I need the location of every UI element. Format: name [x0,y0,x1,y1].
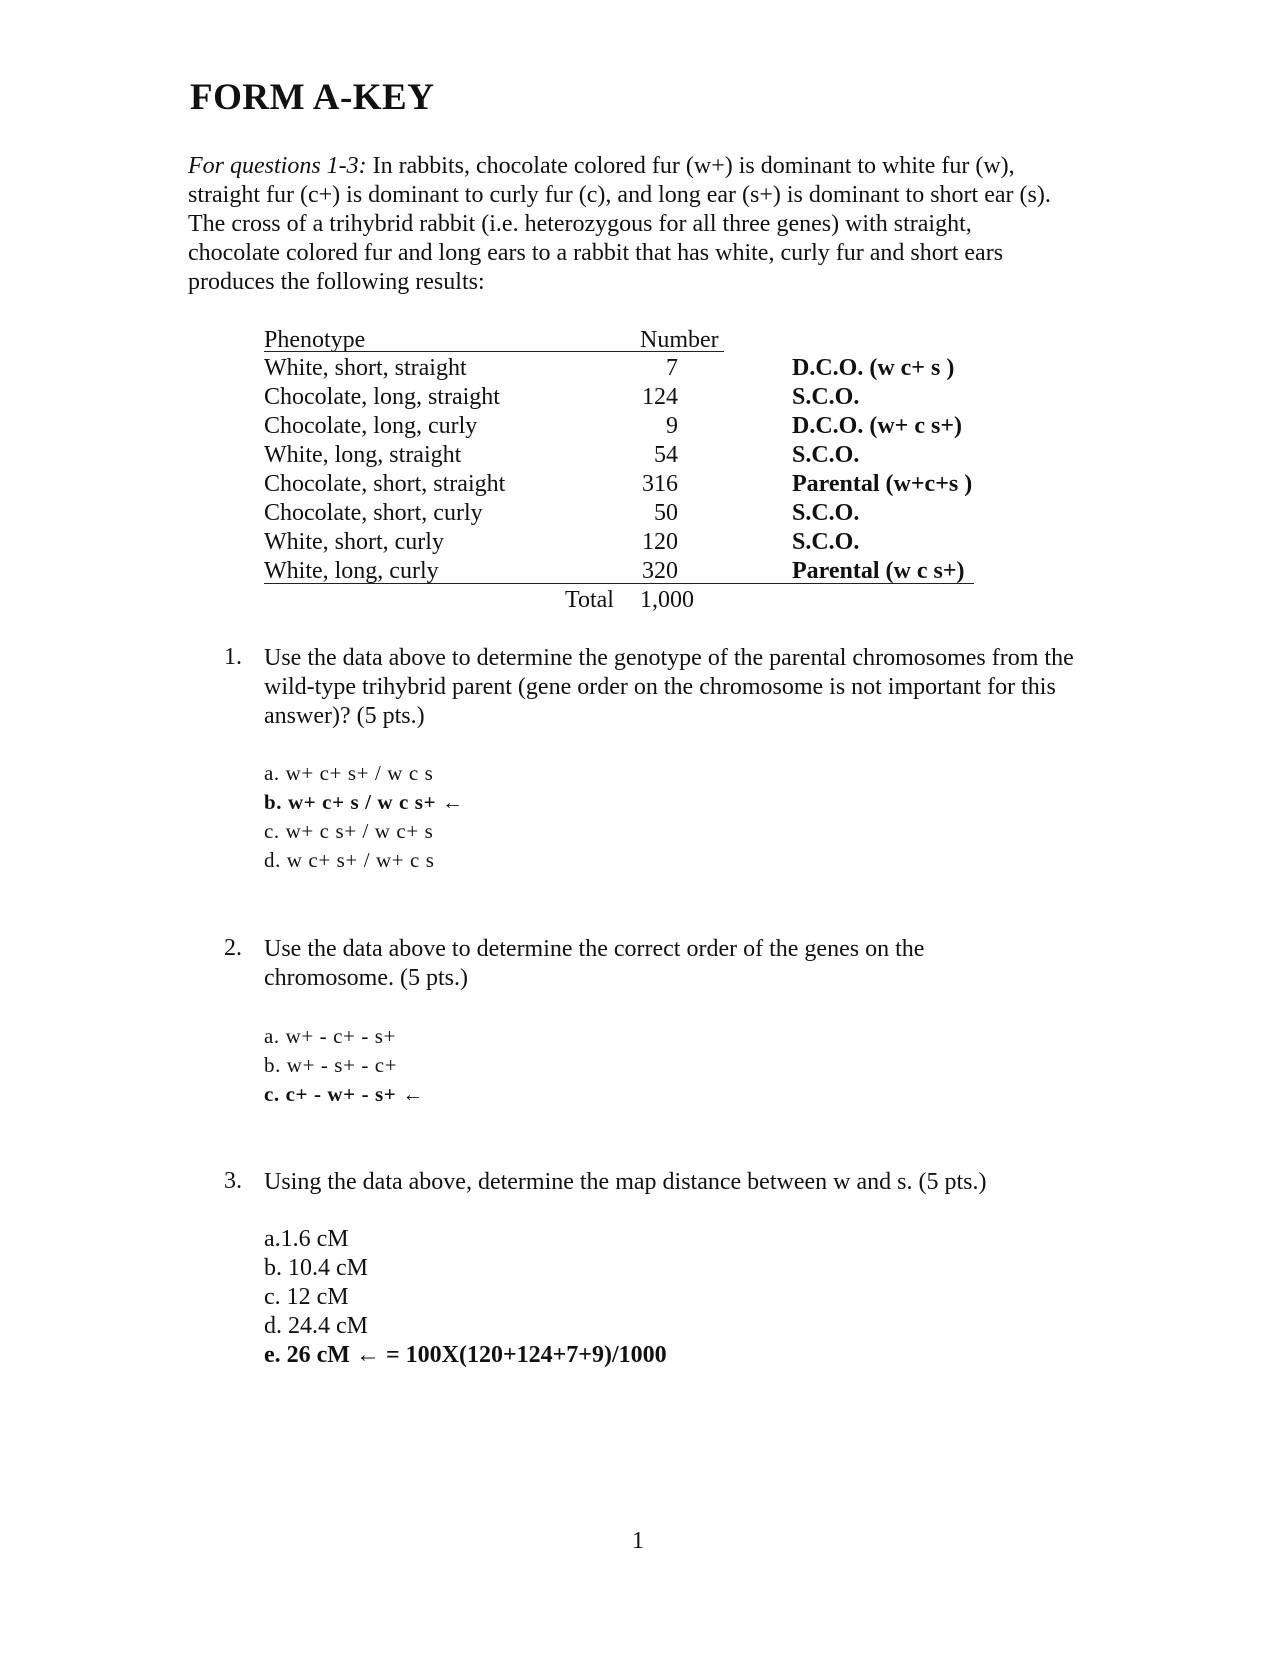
row-number: 124 [642,384,678,410]
total-value: 1,000 [640,587,694,613]
row-number: 120 [642,529,678,555]
row-class: Parental (w c s+) [792,558,965,584]
answer-option: d. 24.4 cM [264,1313,368,1339]
header-rule [264,351,724,352]
question-text: Use the data above to determine the correct order of the genes on the chromosome. (5 pts.) [264,936,925,991]
intro-lead: For questions 1-3: [188,153,367,179]
row-class: S.C.O. [792,529,860,555]
question-number: 2. [224,935,242,961]
row-phenotype: Chocolate, long, straight [264,384,500,410]
page-number: 1 [632,1528,644,1554]
row-number: 9 [666,413,678,439]
question-number: 1. [224,644,242,670]
question-number: 3. [224,1168,242,1194]
row-phenotype: White, short, straight [264,355,467,381]
footer-rule [264,583,974,584]
row-class: S.C.O. [792,442,860,468]
row-number: 7 [666,355,678,381]
answer-option-correct: b. w+ c+ s / w c s+ ← [264,790,464,814]
row-number: 316 [642,471,678,497]
row-number: 320 [642,558,678,584]
answer-option: c. 12 cM [264,1284,349,1310]
header-phenotype: Phenotype [264,327,366,353]
intro-text: In rabbits, chocolate colored fur (w+) is dominant to white fur (w), straight fur (c+) is dominant to curly fur (c), and long ear (s+) is dominant to short ear (s). The cross of a trihybrid rabbit (i.e. heterozygous for all three genes) with straight, chocolate colored fur and long ears to a rabbit that has white, curly fur and short ears produces the following results: [188,153,1051,295]
row-class: D.C.O. (w+ c s+) [792,413,962,439]
row-class: Parental (w+c+s ) [792,471,973,497]
row-class: S.C.O. [792,384,860,410]
answer-option: c. w+ c s+ / w c+ s [264,819,434,843]
row-phenotype: White, long, straight [264,442,462,468]
answer-option-correct: e. 26 cM ← = 100X(120+124+7+9)/1000 [264,1342,667,1368]
answer-option: d. w c+ s+ / w+ c s [264,848,435,872]
answer-option: b. 10.4 cM [264,1255,368,1281]
row-phenotype: Chocolate, long, curly [264,413,478,439]
question-text: Use the data above to determine the genotype of the parental chromosomes from the wild-type trihybrid parent (gene order on the chromosome is not important for this answer)? (5 pts.) [264,645,1074,729]
row-phenotype: White, long, curly [264,558,439,584]
total-label: Total [565,587,614,613]
row-class: S.C.O. [792,500,860,526]
header-number: Number [640,327,719,353]
answer-option: a. w+ c+ s+ / w c s [264,761,434,785]
row-phenotype: White, short, curly [264,529,444,555]
page-title: FORM A-KEY [190,77,435,118]
row-class: D.C.O. (w c+ s ) [792,355,955,381]
question-text: Using the data above, determine the map distance between w and s. (5 pts.) [264,1169,987,1195]
row-number: 50 [654,500,678,526]
answer-option: a. w+ - c+ - s+ [264,1024,396,1048]
row-phenotype: Chocolate, short, curly [264,500,483,526]
answer-option-correct: c. c+ - w+ - s+ ← [264,1082,424,1106]
row-phenotype: Chocolate, short, straight [264,471,506,497]
answer-option: a.1.6 cM [264,1226,349,1252]
answer-option: b. w+ - s+ - c+ [264,1053,398,1077]
row-number: 54 [654,442,678,468]
intro-paragraph [188,152,1068,297]
